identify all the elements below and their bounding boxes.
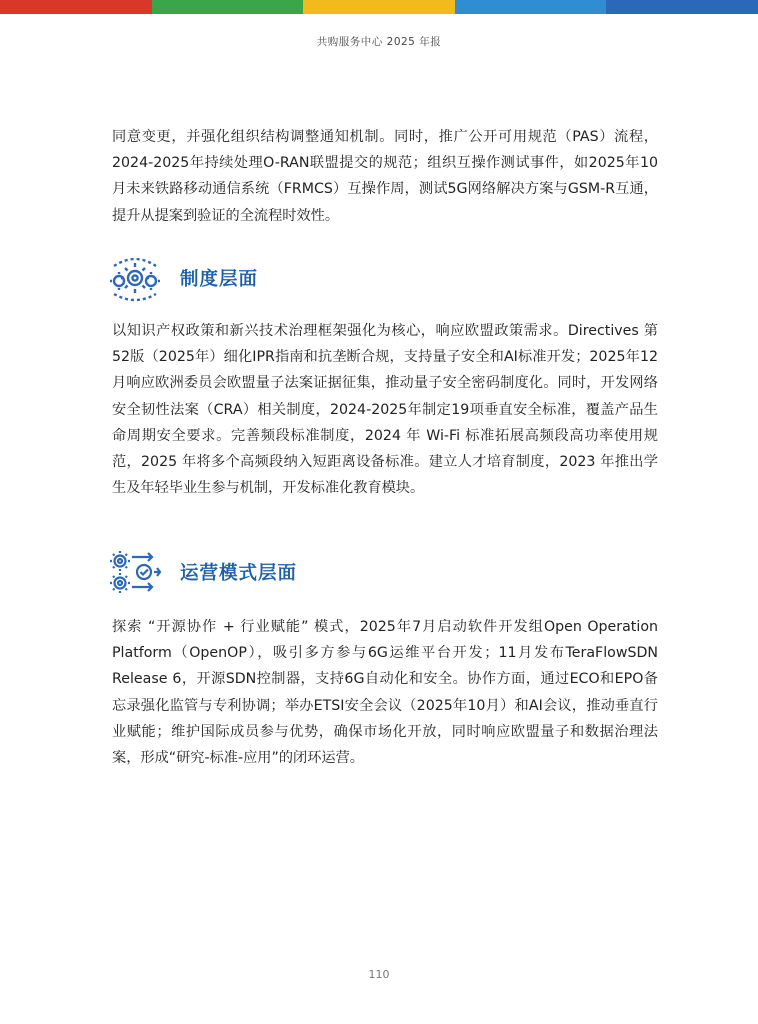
section-body-operation-model: 探索 “开源协作 + 行业赋能” 模式，2025年7月启动软件开发组Open Operation Platform（OpenOP），吸引多方参与6G运维平台开发；11月发布TeraFlowSDN Release 6，开源SDN控制器，支持6G自动化和安全。协作方面，通过ECO和EPO备忘录强化监管与专利协调；举办ETSI安全会议（2025年10月）和AI会议，推动垂直行业赋能；维护国际成员参与优势，确保市场化开放，同时响应欧盟量子和数据治理法案，形成“研究-标准-应用”的闭环运营。 [112,619,658,767]
section-heading-institutional [106,254,258,302]
section-body-institutional: 以知识产权政策和新兴技术治理框架强化为核心，响应欧盟政策需求。Directives 第52版（2025年）细化IPR指南和抗垄断合规，支持量子安全和AI标准开发；2025年12月响应欧洲委员会欧盟量子法案证据征集，推动量子安全密码制度化。同时，开发网络安全韧性法案（CRA）相关制度，2024-2025年制定19项垂直安全标准，覆盖产品生命周期安全要求。完善频段标准制度，2024 年 Wi-Fi 标准拓展高频段高功率使用规范，2025 年将多个高频段纳入短距离设备标准。建立人才培育制度，2023 年推出学生及年轻毕业生参与机制，开发标准化教育模块。 [112,323,658,497]
running-header: 共购服务中心 2025 年报 [316,36,442,48]
top-color-bar [0,0,758,14]
top-bar-segment-green [152,0,304,14]
process-gears-icon [106,548,164,596]
gears-icon [106,254,164,302]
top-bar-segment-red [0,0,152,14]
intro-paragraph: 同意变更，并强化组织结构调整通知机制。同时，推广公开可用规范（PAS）流程，2024-2025年持续处理O-RAN联盟提交的规范；组织互操作测试事件，如2025年10月未来铁路移动通信系统（FRMCS）互操作周，测试5G网络解决方案与GSM-R互通，提升从提案到验证的全流程时效性。 [112,129,658,224]
top-bar-segment-darkblue [606,0,758,14]
section-heading-operation-model [106,548,297,596]
top-bar-segment-yellow [303,0,455,14]
section-title: 运营模式层面 [180,563,298,584]
top-bar-segment-blue [455,0,607,14]
page-number: 110 [368,968,390,981]
section-title: 制度层面 [180,269,259,290]
